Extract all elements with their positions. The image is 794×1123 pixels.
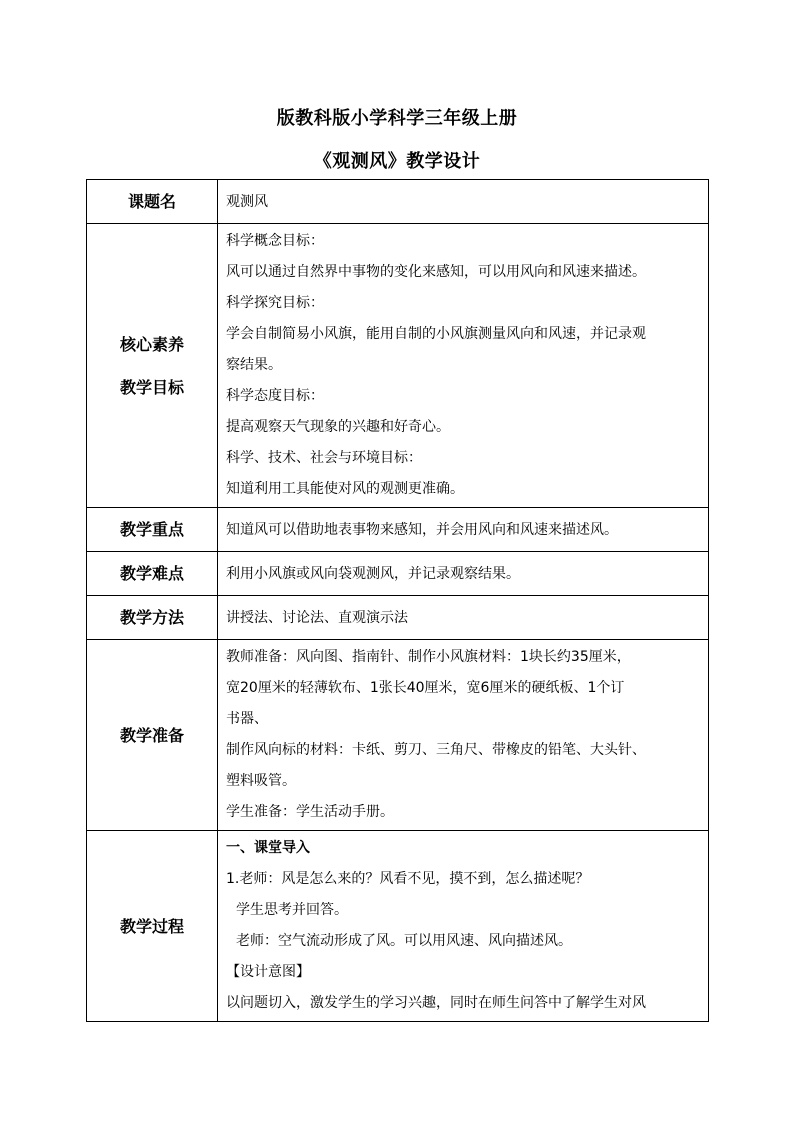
goals-line: 知道利用工具能使对风的观测更准确。 <box>226 481 464 497</box>
preparation-line: 教师准备：风向图、指南针、制作小风旗材料：1块长约35厘米， <box>226 649 631 665</box>
table-row-goals <box>87 224 709 508</box>
goals-line: 提高观察天气现象的兴趣和好奇心。 <box>226 419 450 435</box>
goals-line: 风可以通过自然界中事物的变化来感知，可以用风向和风速来描述。 <box>226 264 646 280</box>
row-value-methods <box>218 596 709 640</box>
row-value-goals <box>218 224 709 508</box>
goals-line: 学会自制简易小风旗，能用自制的小风旗测量风向和风速，并记录观 <box>226 326 646 342</box>
row-label-process: 教学过程 <box>87 831 218 1022</box>
preparation-line: 塑料吸管。 <box>226 773 296 789</box>
goals-line: 科学态度目标： <box>226 388 324 404</box>
table-row-methods <box>87 596 709 640</box>
table-row-topic <box>87 180 709 224</box>
methods-text: 讲授法、讨论法、直观演示法 <box>226 609 408 626</box>
process-line: 以问题切入，激发学生的学习兴趣，同时在师生问答中了解学生对风 <box>226 995 646 1011</box>
goals-line: 科学、技术、社会与环境目标： <box>226 450 422 466</box>
document-title: 版教科版小学科学三年级上册 <box>276 108 518 129</box>
row-label-goals <box>87 224 218 508</box>
goals-line: 察结果。 <box>226 357 282 373</box>
topic-text: 观测风 <box>226 193 268 210</box>
lesson-plan-table <box>86 179 709 1022</box>
preparation-line: 书器、 <box>226 711 268 727</box>
process-line: 老师：空气流动形成了风。可以用风速、风向描述风。 <box>236 933 572 949</box>
row-value-key-points <box>218 508 709 552</box>
table-row-difficulties <box>87 552 709 596</box>
document-subtitle: 《观测风》教学设计 <box>313 151 481 172</box>
row-value-preparation <box>218 640 709 831</box>
preparation-line: 制作风向标的材料：卡纸、剪刀、三角尺、带橡皮的铅笔、大头针、 <box>226 742 646 758</box>
preparation-line: 学生准备：学生活动手册。 <box>226 804 394 820</box>
table-row-key-points <box>87 508 709 552</box>
row-label-preparation: 教学准备 <box>87 640 218 831</box>
table-row-preparation <box>87 640 709 831</box>
row-label-key-points: 教学重点 <box>87 508 218 552</box>
row-value-difficulties <box>218 552 709 596</box>
goals-line: 科学概念目标： <box>226 233 324 249</box>
difficulties-text: 利用小风旗或风向袋观测风，并记录观察结果。 <box>226 565 520 582</box>
row-value-topic <box>218 180 709 224</box>
process-line: 学生思考并回答。 <box>236 902 348 918</box>
goals-label-line1: 核心素养 <box>119 334 184 354</box>
key-points-text: 知道风可以借助地表事物来感知，并会用风向和风速来描述风。 <box>226 521 618 538</box>
table-row-process <box>87 831 709 1022</box>
row-label-difficulties: 教学难点 <box>87 552 218 596</box>
goals-label-line2: 教学目标 <box>119 377 184 397</box>
row-value-process <box>218 831 709 1022</box>
row-label-topic: 课题名 <box>87 180 218 224</box>
process-line: 一、课堂导入 <box>226 840 310 856</box>
process-line: 1.老师：风是怎么来的？风看不见，摸不到，怎么描述呢？ <box>226 871 590 887</box>
process-line: 【设计意图】 <box>226 964 310 980</box>
row-label-methods: 教学方法 <box>87 596 218 640</box>
goals-line: 科学探究目标： <box>226 295 324 311</box>
preparation-line: 宽20厘米的轻薄软布、1张长40厘米，宽6厘米的硬纸板、1个订 <box>226 680 625 696</box>
